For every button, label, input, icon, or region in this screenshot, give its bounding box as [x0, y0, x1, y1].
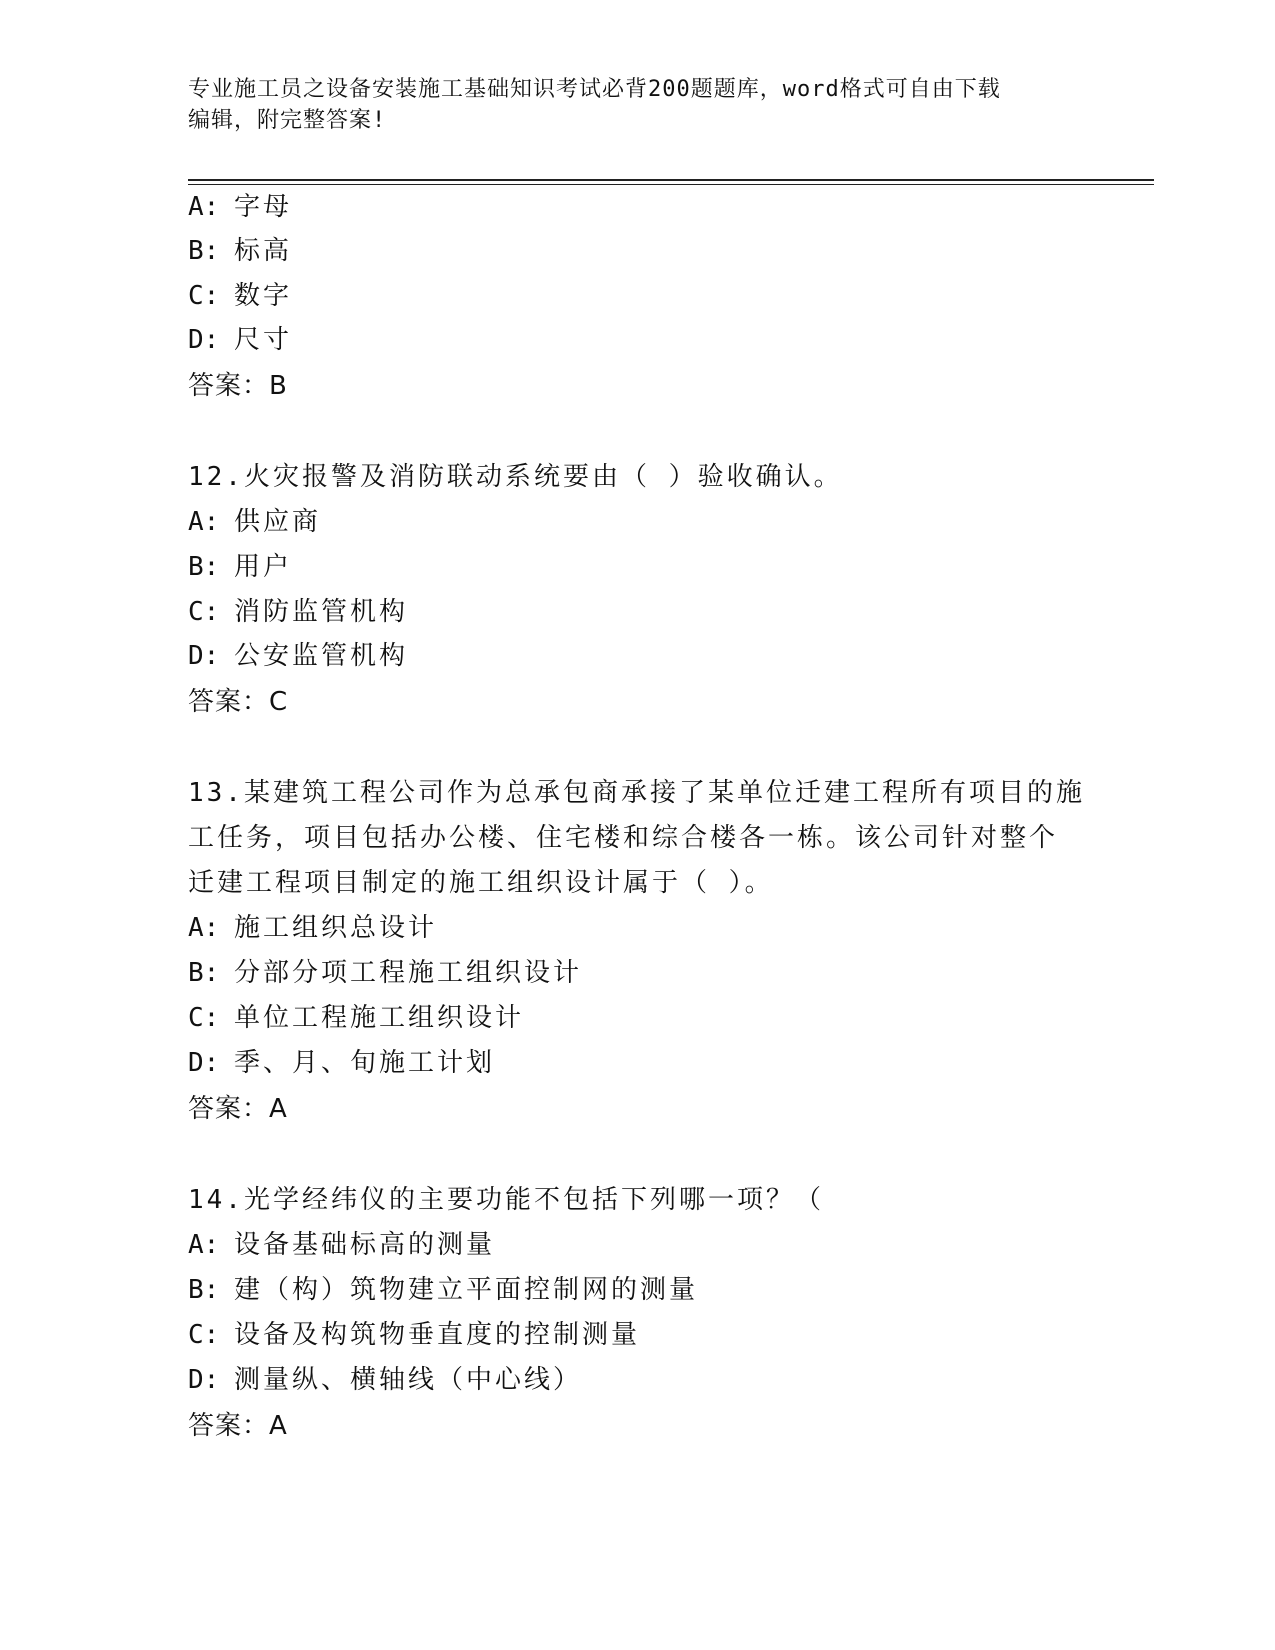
document-header	[188, 74, 1088, 136]
option-d: D: 尺寸	[188, 325, 293, 355]
option-b: B: 建（构）筑物建立平面控制网的测量	[188, 1275, 699, 1305]
answer-label: 答案：B	[188, 371, 288, 401]
answer-label: 答案：C	[188, 687, 289, 717]
option-c: C: 消防监管机构	[188, 597, 409, 627]
option-d: D: 测量纵、横轴线（中心线）	[188, 1365, 583, 1395]
option-a: A: 字母	[188, 192, 293, 222]
question-stem: 12.火灾报警及消防联动系统要由（ ）验收确认。	[188, 462, 843, 492]
option-c: C: 设备及构筑物垂直度的控制测量	[188, 1320, 641, 1350]
header-divider-thick	[188, 179, 1154, 181]
option-d: D: 公安监管机构	[188, 641, 409, 671]
answer-label: 答案：A	[188, 1411, 288, 1441]
question-stem: 14.光学经纬仪的主要功能不包括下列哪一项？（	[188, 1185, 824, 1215]
question-stem-line-2: 工任务，项目包括办公楼、住宅楼和综合楼各一栋。该公司针对整个	[188, 823, 1059, 853]
option-c: C: 数字	[188, 281, 293, 311]
option-a: A: 供应商	[188, 507, 322, 537]
option-a: A: 设备基础标高的测量	[188, 1230, 496, 1260]
header-title-line-1: 专业施工员之设备安装施工基础知识考试必背200题题库，word格式可自由下载	[188, 77, 1001, 102]
option-c: C: 单位工程施工组织设计	[188, 1003, 525, 1033]
option-b: B: 分部分项工程施工组织设计	[188, 958, 583, 988]
option-a: A: 施工组织总设计	[188, 913, 438, 943]
header-divider-thin	[188, 184, 1154, 185]
question-stem-line-3: 迁建工程项目制定的施工组织设计属于（ ）。	[188, 868, 774, 898]
option-d: D: 季、月、旬施工计划	[188, 1048, 496, 1078]
option-b: B: 用户	[188, 552, 293, 582]
answer-label: 答案：A	[188, 1094, 288, 1124]
question-stem-line-1: 13.某建筑工程公司作为总承包商承接了某单位迁建工程所有项目的施	[188, 778, 1085, 808]
header-title-line-2: 编辑，附完整答案!	[188, 108, 387, 133]
option-b: B: 标高	[188, 236, 293, 266]
